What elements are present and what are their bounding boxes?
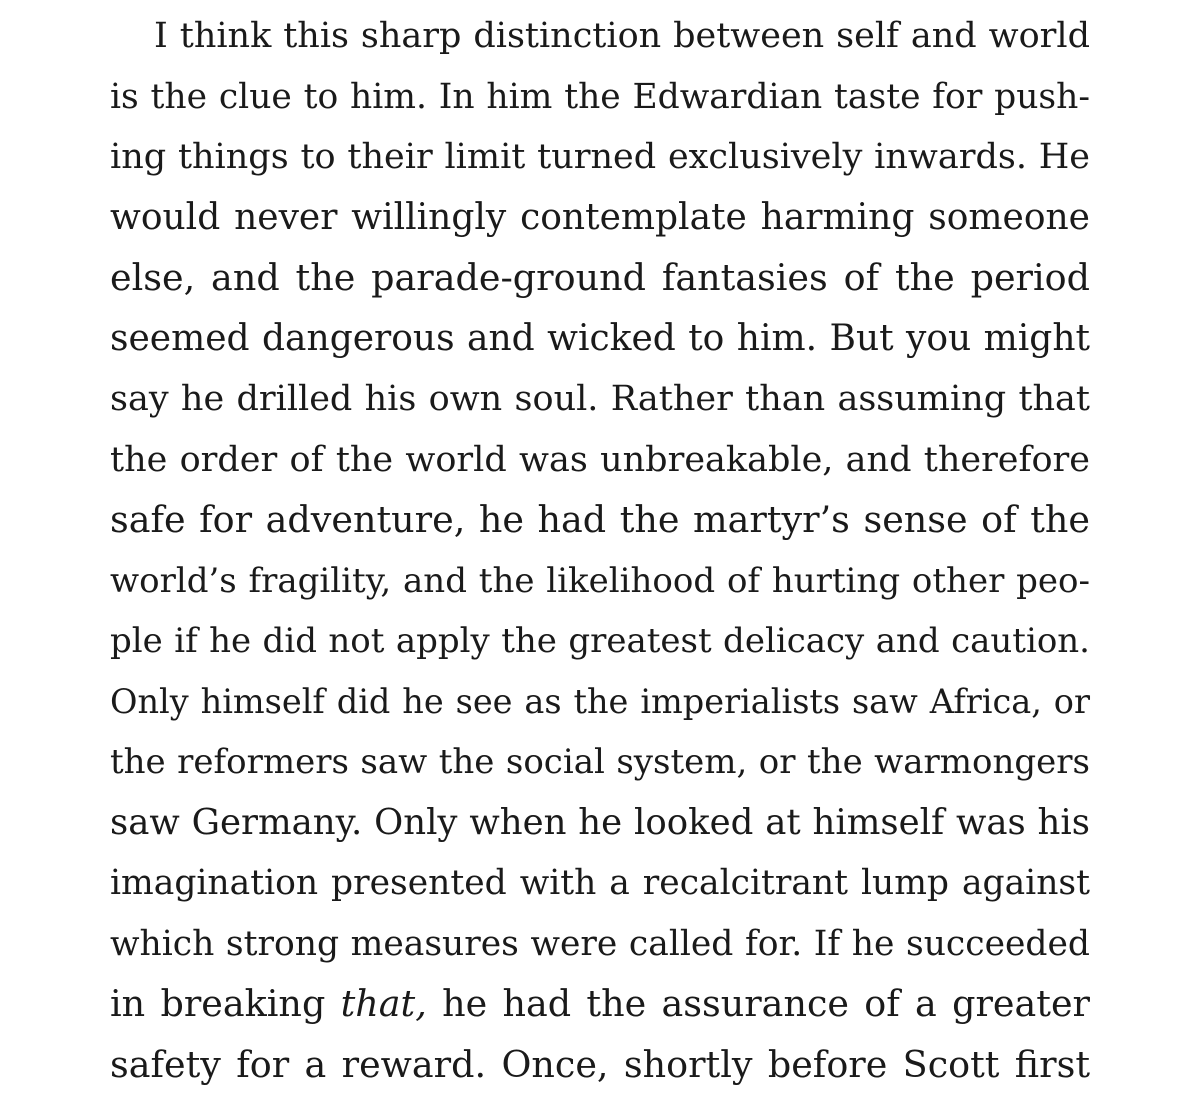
text-line-17 bbox=[110, 980, 1090, 1041]
text-line-18: safety for a reward. Once, shortly before Scott first bbox=[110, 1041, 1090, 1101]
text-line-4: would never willingly contemplate harming someone bbox=[110, 194, 1090, 255]
text-line-15: imagination presented with a recalcitrant lump against bbox=[110, 859, 1090, 920]
text-line-16: which strong measures were called for. If he succeeded bbox=[110, 920, 1090, 981]
text-line-11: ple if he did not apply the greatest delicacy and caution. bbox=[110, 617, 1090, 678]
text-line-9: safe for adventure, he had the martyr’s sense of the bbox=[110, 496, 1090, 557]
text-line-1: I think this sharp distinction between self and world bbox=[110, 12, 1090, 73]
document-page bbox=[110, 12, 1090, 1101]
text-line-7: say he drilled his own soul. Rather than assuming that bbox=[110, 375, 1090, 436]
text-line-8: the order of the world was unbreakable, and therefore bbox=[110, 436, 1090, 497]
text-line-6: seemed dangerous and wicked to him. But you might bbox=[110, 315, 1090, 376]
text-line-17-start: in breaking bbox=[110, 982, 341, 1025]
text-line-10: world’s fragility, and the likelihood of hurting other peo- bbox=[110, 557, 1090, 618]
text-line-17-end: he had the assurance of a greater bbox=[427, 982, 1090, 1025]
text-line-3: ing things to their limit turned exclusively inwards. He bbox=[110, 133, 1090, 194]
text-line-12: Only himself did he see as the imperialists saw Africa, or bbox=[110, 678, 1090, 739]
text-line-5: else, and the parade-ground fantasies of the period bbox=[110, 254, 1090, 315]
text-line-13: the reformers saw the social system, or the warmongers bbox=[110, 738, 1090, 799]
text-line-2: is the clue to him. In him the Edwardian taste for push- bbox=[110, 73, 1090, 134]
text-line-14: saw Germany. Only when he looked at himself was his bbox=[110, 799, 1090, 860]
italic-word: that, bbox=[341, 982, 427, 1025]
